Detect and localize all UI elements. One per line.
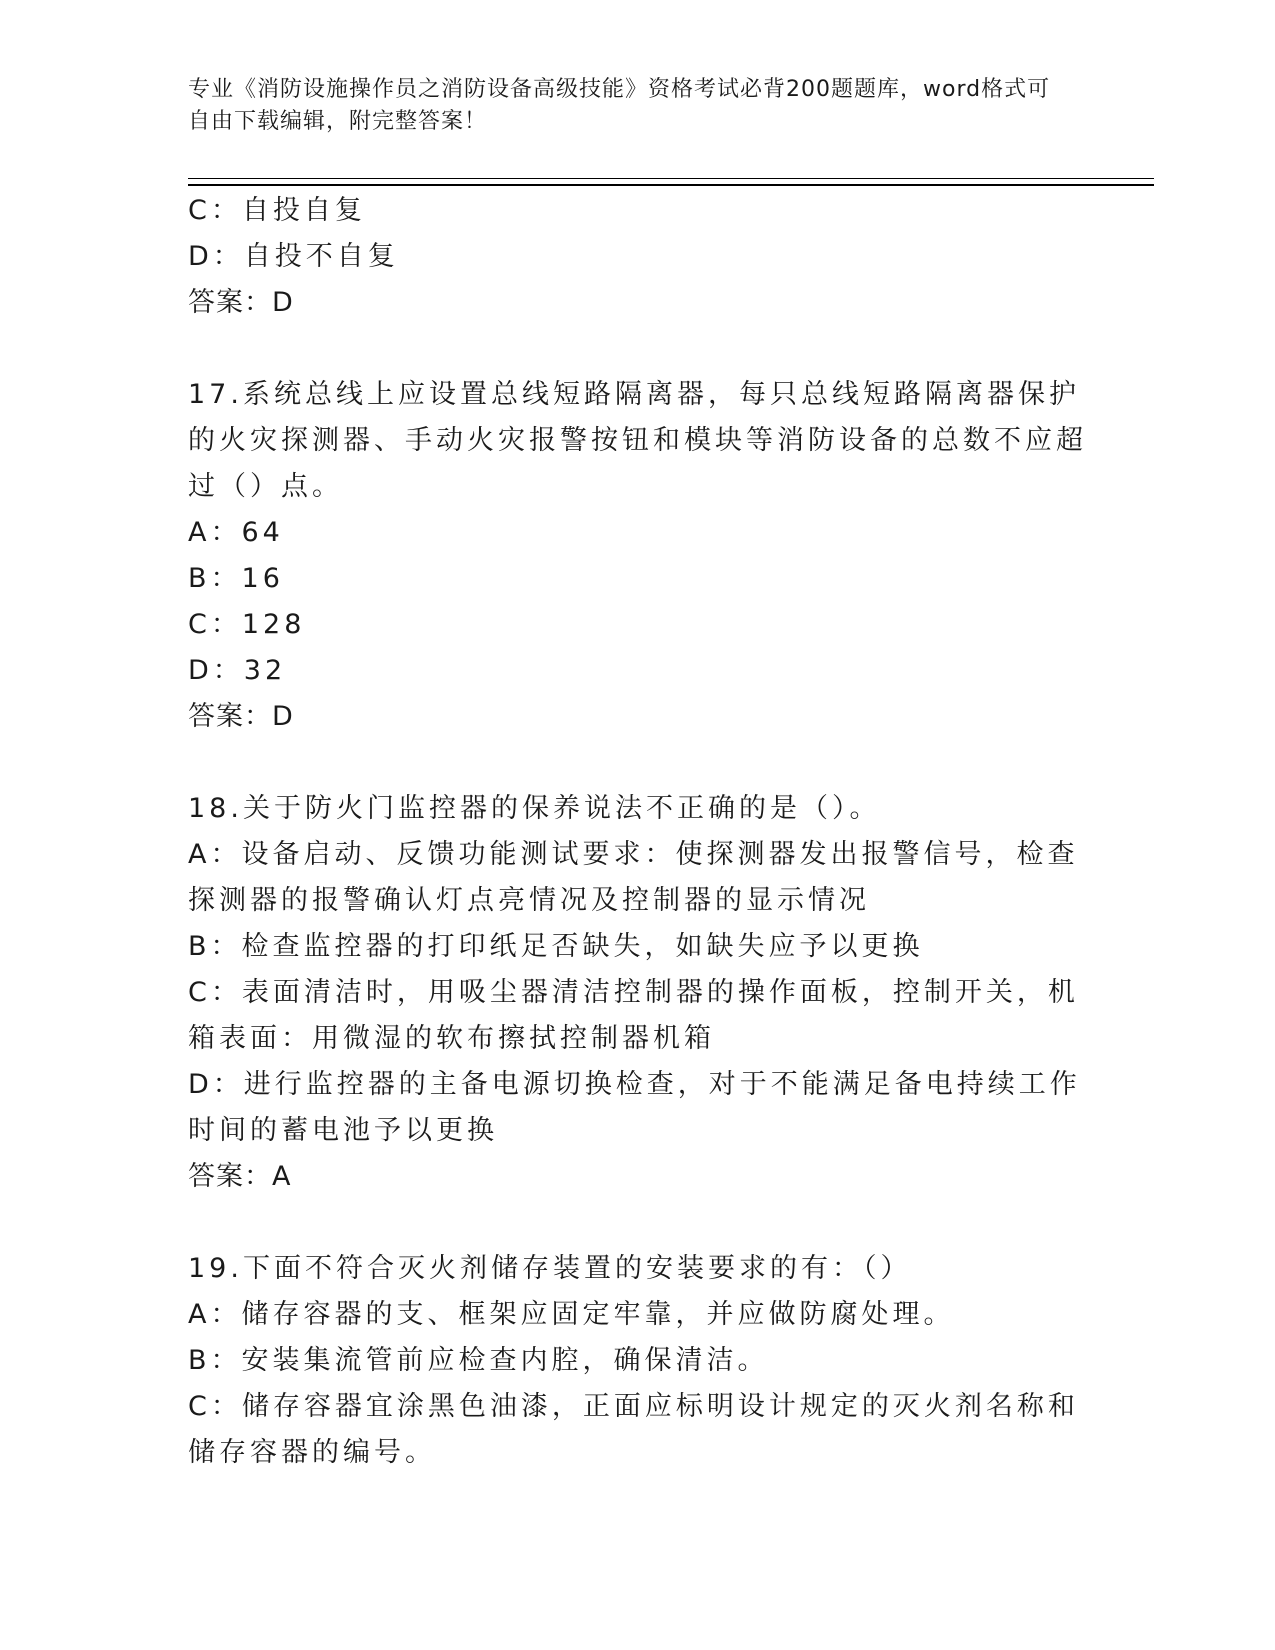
- option-a: A：设备启动、反馈功能测试要求：使探测器发出报警信号，检查探测器的报警确认灯点亮情况及控制器的显示情况: [188, 839, 1079, 916]
- option-d: D：32: [188, 655, 287, 686]
- option-a: A：储存容器的支、框架应固定牢靠，并应做防腐处理。: [188, 1299, 955, 1330]
- answer-line: 答案：D: [188, 701, 294, 732]
- option-c: C：储存容器宜涂黑色油漆，正面应标明设计规定的灭火剂名称和储存容器的编号。: [188, 1391, 1079, 1468]
- document-header: 专业《消防设施操作员之消防设备高级技能》资格考试必背200题题库，word格式可自由下载编辑，附完整答案！: [188, 77, 1051, 134]
- option-b: B：安装集流管前应检查内腔，确保清洁。: [188, 1345, 769, 1376]
- option-b: B：16: [188, 563, 284, 594]
- spacer: [188, 1200, 1088, 1246]
- question-19: [188, 1246, 1088, 1476]
- answer-line: 答案：D: [188, 287, 294, 318]
- header-rule-thick: [188, 184, 1154, 186]
- question-stem: 17.系统总线上应设置总线短路隔离器，每只总线短路隔离器保护的火灾探测器、手动火灾报警按钮和模块等消防设备的总数不应超过（）点。: [188, 379, 1087, 502]
- question-16-tail: [188, 188, 1088, 326]
- spacer: [188, 326, 1088, 372]
- question-18: [188, 786, 1088, 1200]
- option-c: C：表面清洁时，用吸尘器清洁控制器的操作面板，控制开关，机箱表面：用微湿的软布擦拭控制器机箱: [188, 977, 1079, 1054]
- question-17: [188, 372, 1088, 740]
- question-stem: 19.下面不符合灭火剂储存装置的安装要求的有：（）: [188, 1253, 912, 1284]
- option-b: B：检查监控器的打印纸足否缺失，如缺失应予以更换: [188, 931, 924, 962]
- option-c: C：128: [188, 609, 306, 640]
- answer-line: 答案：A: [188, 1161, 292, 1192]
- header-rule-thin: [188, 178, 1154, 179]
- spacer: [188, 740, 1088, 786]
- question-content: [188, 188, 1088, 1476]
- option-d: D：自投不自复: [188, 241, 399, 272]
- option-d: D：进行监控器的主备电源切换检查，对于不能满足备电持续工作时间的蓄电池予以更换: [188, 1069, 1081, 1146]
- option-c: C：自投自复: [188, 195, 366, 226]
- option-a: A：64: [188, 517, 284, 548]
- question-stem: 18.关于防火门监控器的保养说法不正确的是（）。: [188, 793, 881, 824]
